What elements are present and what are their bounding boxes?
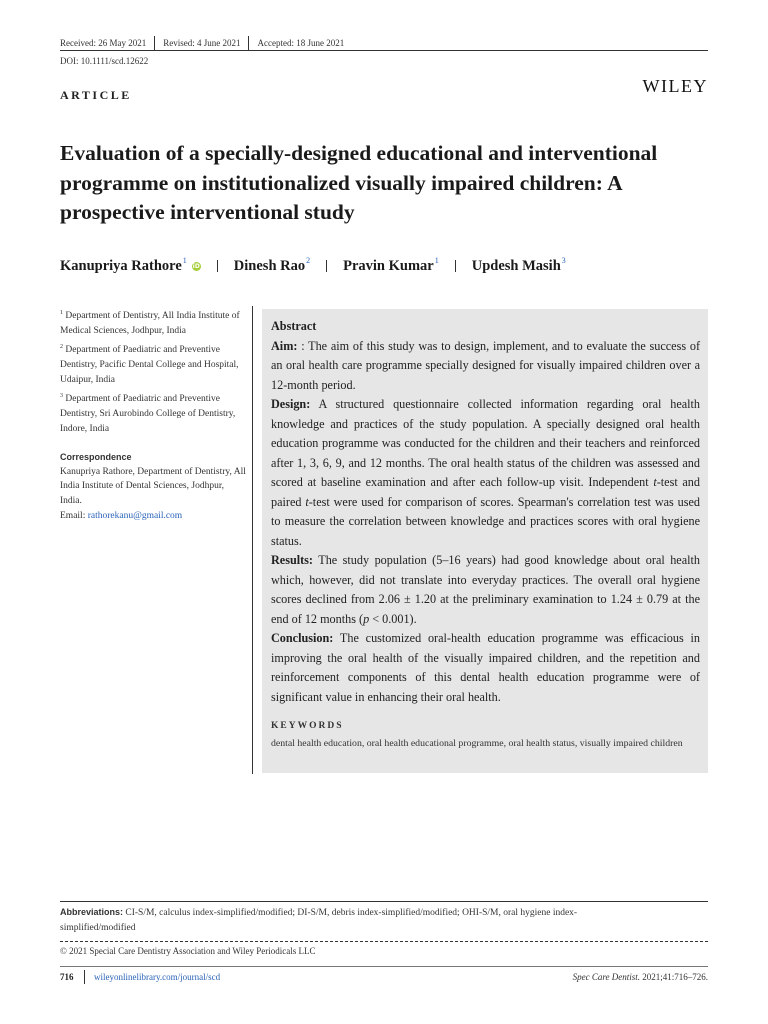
author-name: Kanupriya Rathore (60, 257, 182, 274)
journal-citation: Spec Care Dentist. 2021;41:716–726. (572, 972, 708, 982)
abstract-box (262, 309, 708, 773)
copyright: © 2021 Special Care Dentistry Association and Wiley Periodicals LLC (60, 946, 316, 956)
correspondence-text: Kanupriya Rathore, Department of Dentistry, All India Institute of Dental Sciences, Jodhpur, India. Email: rathorekanu@gmail.com (60, 466, 246, 521)
revised-date: Revised: 4 June 2021 (155, 36, 249, 50)
author-affil-ref: 3 (561, 255, 566, 265)
article-type: ARTICLE (60, 88, 132, 102)
publisher-logo: WILEY (642, 76, 708, 96)
affiliation: $^3$ Department of Paediatric and Preventive Dentistry, Sri Aurobindo College of Dentistry, Indore, India (60, 393, 236, 434)
footer-rule (60, 901, 708, 902)
author-name: Pravin Kumar (343, 257, 434, 274)
abstract-results: Results: The study population (5–16 years) had good knowledge about oral health which, however, did not translate into everyday practices. The overall oral hygiene scores declined from 2.06 ± 1.20 at the preliminary examination to 1.24 ± 0.79 at the end of 12 months (p < 0.001). (271, 553, 700, 626)
author[interactable] (60, 255, 201, 275)
author-affil-ref: 2 (306, 255, 311, 265)
page-number: 716 (60, 972, 74, 982)
affiliation: $^2$ Department of Paediatric and Preventive Dentistry, Pacific Dental College and Hospital, Udaipur, India (60, 344, 239, 385)
author-separator (217, 260, 218, 272)
author-name: Updesh Masih (471, 257, 561, 274)
author[interactable] (343, 255, 439, 275)
accepted-date: Accepted: 18 June 2021 (257, 38, 345, 48)
author-affil-ref: 1 (434, 255, 439, 265)
page-footer-rule (60, 966, 708, 967)
correspondence-email-link[interactable]: rathorekanu@gmail.com (87, 510, 183, 521)
received-date: Received: 26 May 2021 (60, 36, 155, 50)
author-list (60, 256, 566, 276)
author-name: Dinesh Rao (233, 257, 306, 274)
doi[interactable]: DOI: 10.1111/scd.12622 (60, 56, 149, 66)
correspondence-heading: Correspondence (60, 452, 132, 463)
abbreviations: Abbreviations: CI-S/M, calculus index-simplified/modified; DI-S/M, debris index-simplified/modified; OHI-S/M, oral hygiene index-simplified/modified (60, 907, 578, 933)
abstract-body (271, 317, 700, 707)
keywords-text: dental health education, oral health educational programme, oral health status, visually impaired children (271, 738, 683, 749)
author[interactable] (233, 255, 311, 275)
abstract-aim: Aim: : The aim of this study was to design, implement, and to evaluate the success of an oral health care programme specially designed for visually impaired children over a 12-month period. (271, 338, 700, 392)
author-separator (455, 260, 456, 272)
article-dates (60, 36, 352, 50)
abstract-heading: Abstract (271, 319, 317, 333)
author-affil-ref: 1 (182, 255, 187, 265)
author[interactable] (471, 255, 566, 275)
affiliations-column (60, 306, 246, 523)
abstract-design: Design: A structured questionnaire collected information regarding oral health knowledge and practices of the study population. A specially designed oral health education programme was conducted for the children and their teachers and reinforced after 1, 3, 6, 9, and 12 months. The oral health status of the children was assessed and scored at baseline examination and after each follow-up visit. Independent t-test and paired t-test were used for comparison of scores. Spearman's correlation test was used to measure the correlation between knowledge and practices scores with oral hygiene status. (271, 397, 701, 548)
abstract-conclusion: Conclusion: The customized oral-health education programme was efficacious in improving the oral health of the visually impaired children, and the repetition and reinforcement components of this dental health education programme were of significant value in enhancing their oral health. (271, 631, 700, 704)
paper-title: Evaluation of a specially-designed educational and interventional programme on institutionalized visually impaired children: A prospective interventional study (60, 141, 658, 224)
header-rule (60, 50, 708, 51)
author-separator (326, 260, 327, 272)
page-number-divider (84, 970, 85, 984)
footer-dashed-rule (60, 941, 708, 942)
orcid-icon[interactable]: iD (192, 262, 200, 270)
column-divider (252, 306, 253, 774)
keywords-heading: KEYWORDS (271, 721, 344, 731)
affiliation: $^1$ Department of Dentistry, All India Institute of Medical Sciences, Jodhpur, India (60, 310, 240, 336)
journal-url-link[interactable]: wileyonlinelibrary.com/journal/scd (94, 972, 221, 982)
